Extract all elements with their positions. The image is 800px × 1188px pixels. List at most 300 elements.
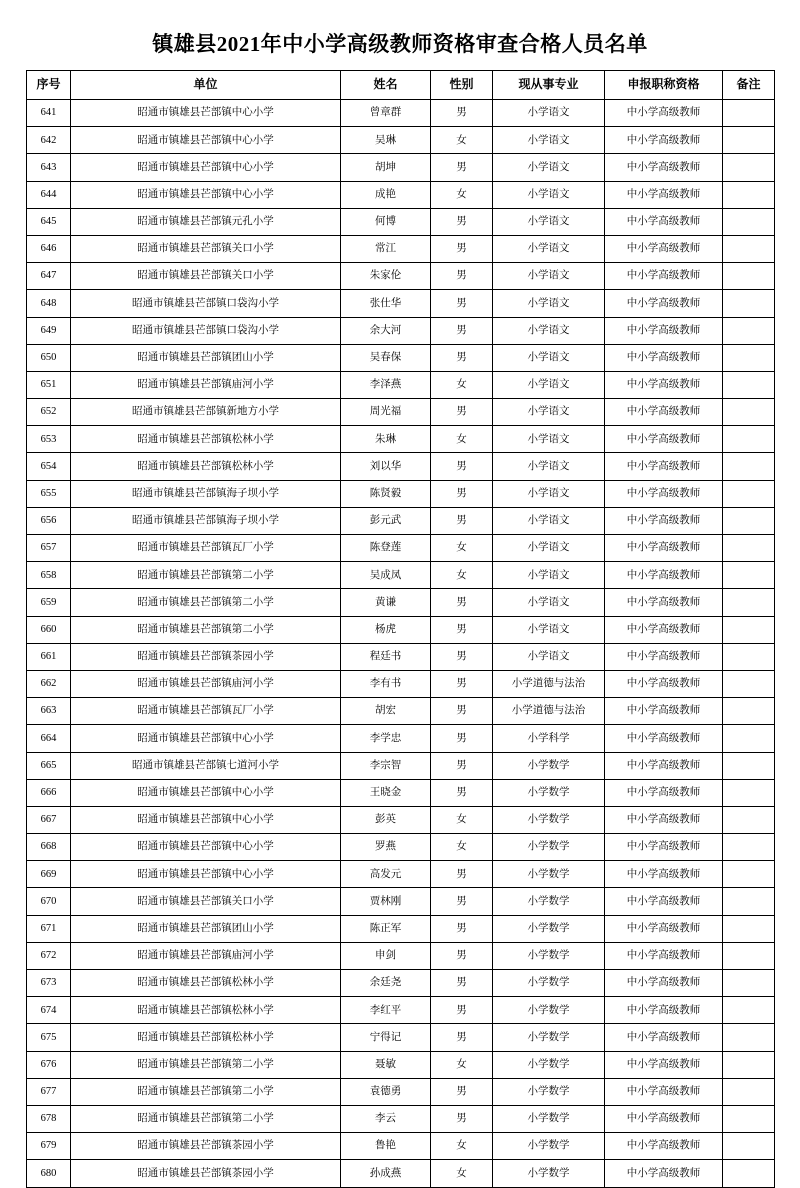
cell-title: 中小学高级教师 [605, 1133, 723, 1160]
cell-major: 小学语文 [493, 154, 605, 181]
table-row [27, 616, 775, 643]
cell-note [723, 942, 775, 969]
cell-note [723, 317, 775, 344]
cell-seq: 668 [27, 834, 71, 861]
column-header-title: 申报职称资格 [605, 71, 723, 100]
table-row [27, 181, 775, 208]
cell-note [723, 181, 775, 208]
cell-seq: 675 [27, 1024, 71, 1051]
cell-name: 陈贤毅 [341, 480, 431, 507]
table-row [27, 942, 775, 969]
cell-seq: 678 [27, 1105, 71, 1132]
cell-seq: 653 [27, 426, 71, 453]
cell-major: 小学语文 [493, 535, 605, 562]
cell-major: 小学语文 [493, 480, 605, 507]
table-row [27, 371, 775, 398]
cell-note [723, 888, 775, 915]
cell-sex: 女 [431, 834, 493, 861]
cell-unit: 昭通市镇雄县芒部镇茶园小学 [71, 1160, 341, 1187]
cell-sex: 男 [431, 888, 493, 915]
table-row [27, 1024, 775, 1051]
cell-major: 小学数学 [493, 997, 605, 1024]
cell-title: 中小学高级教师 [605, 725, 723, 752]
column-header-unit: 单位 [71, 71, 341, 100]
cell-major: 小学语文 [493, 426, 605, 453]
cell-note [723, 154, 775, 181]
cell-note [723, 235, 775, 262]
cell-sex: 男 [431, 1078, 493, 1105]
cell-title: 中小学高级教师 [605, 453, 723, 480]
cell-note [723, 698, 775, 725]
cell-name: 陈登莲 [341, 535, 431, 562]
table-row [27, 589, 775, 616]
cell-note [723, 127, 775, 154]
cell-unit: 昭通市镇雄县芒部镇松林小学 [71, 1024, 341, 1051]
cell-unit: 昭通市镇雄县芒部镇团山小学 [71, 344, 341, 371]
cell-note [723, 861, 775, 888]
cell-major: 小学语文 [493, 399, 605, 426]
cell-name: 黄谦 [341, 589, 431, 616]
cell-name: 聂敏 [341, 1051, 431, 1078]
cell-sex: 女 [431, 127, 493, 154]
cell-seq: 660 [27, 616, 71, 643]
cell-major: 小学语文 [493, 616, 605, 643]
cell-unit: 昭通市镇雄县芒部镇七道河小学 [71, 752, 341, 779]
table-row [27, 779, 775, 806]
table-row [27, 1160, 775, 1187]
cell-unit: 昭通市镇雄县芒部镇松林小学 [71, 970, 341, 997]
cell-title: 中小学高级教师 [605, 915, 723, 942]
cell-name: 吴春保 [341, 344, 431, 371]
cell-note [723, 806, 775, 833]
cell-note [723, 1051, 775, 1078]
cell-sex: 男 [431, 752, 493, 779]
cell-unit: 昭通市镇雄县芒部镇中心小学 [71, 100, 341, 127]
cell-title: 中小学高级教师 [605, 1078, 723, 1105]
cell-name: 王晓金 [341, 779, 431, 806]
cell-title: 中小学高级教师 [605, 616, 723, 643]
cell-seq: 646 [27, 235, 71, 262]
cell-title: 中小学高级教师 [605, 942, 723, 969]
cell-major: 小学语文 [493, 290, 605, 317]
cell-major: 小学语文 [493, 263, 605, 290]
cell-major: 小学语文 [493, 181, 605, 208]
cell-unit: 昭通市镇雄县芒部镇松林小学 [71, 453, 341, 480]
cell-major: 小学数学 [493, 1105, 605, 1132]
cell-note [723, 643, 775, 670]
cell-major: 小学语文 [493, 507, 605, 534]
cell-sex: 女 [431, 1133, 493, 1160]
cell-sex: 女 [431, 181, 493, 208]
cell-name: 常江 [341, 235, 431, 262]
cell-unit: 昭通市镇雄县芒部镇海子坝小学 [71, 480, 341, 507]
cell-note [723, 616, 775, 643]
cell-unit: 昭通市镇雄县芒部镇口袋沟小学 [71, 317, 341, 344]
cell-name: 曾章群 [341, 100, 431, 127]
cell-seq: 651 [27, 371, 71, 398]
cell-title: 中小学高级教师 [605, 290, 723, 317]
cell-major: 小学语文 [493, 100, 605, 127]
table-row [27, 806, 775, 833]
cell-unit: 昭通市镇雄县芒部镇关口小学 [71, 888, 341, 915]
cell-sex: 女 [431, 371, 493, 398]
cell-major: 小学语文 [493, 208, 605, 235]
cell-sex: 男 [431, 263, 493, 290]
cell-title: 中小学高级教师 [605, 670, 723, 697]
cell-seq: 672 [27, 942, 71, 969]
cell-sex: 男 [431, 344, 493, 371]
cell-unit: 昭通市镇雄县芒部镇中心小学 [71, 181, 341, 208]
cell-note [723, 779, 775, 806]
cell-seq: 673 [27, 970, 71, 997]
cell-unit: 昭通市镇雄县芒部镇第二小学 [71, 589, 341, 616]
cell-sex: 男 [431, 1024, 493, 1051]
cell-sex: 男 [431, 589, 493, 616]
cell-title: 中小学高级教师 [605, 399, 723, 426]
table-row [27, 970, 775, 997]
table-row [27, 208, 775, 235]
cell-sex: 男 [431, 997, 493, 1024]
cell-title: 中小学高级教师 [605, 970, 723, 997]
cell-note [723, 480, 775, 507]
table-row [27, 507, 775, 534]
cell-sex: 男 [431, 317, 493, 344]
cell-name: 李宗智 [341, 752, 431, 779]
cell-major: 小学数学 [493, 752, 605, 779]
cell-major: 小学数学 [493, 806, 605, 833]
table-row [27, 290, 775, 317]
cell-title: 中小学高级教师 [605, 507, 723, 534]
table-row [27, 399, 775, 426]
cell-note [723, 399, 775, 426]
cell-seq: 669 [27, 861, 71, 888]
roster-table [26, 70, 775, 1188]
table-row [27, 344, 775, 371]
cell-major: 小学语文 [493, 317, 605, 344]
cell-name: 胡坤 [341, 154, 431, 181]
cell-major: 小学数学 [493, 779, 605, 806]
cell-note [723, 453, 775, 480]
cell-seq: 649 [27, 317, 71, 344]
column-header-sex: 性别 [431, 71, 493, 100]
cell-title: 中小学高级教师 [605, 834, 723, 861]
cell-sex: 男 [431, 670, 493, 697]
cell-name: 贾林刚 [341, 888, 431, 915]
cell-note [723, 752, 775, 779]
cell-note [723, 535, 775, 562]
cell-name: 彭英 [341, 806, 431, 833]
cell-unit: 昭通市镇雄县芒部镇中心小学 [71, 779, 341, 806]
cell-sex: 男 [431, 616, 493, 643]
table-row [27, 1051, 775, 1078]
cell-title: 中小学高级教师 [605, 1024, 723, 1051]
cell-name: 朱琳 [341, 426, 431, 453]
cell-seq: 671 [27, 915, 71, 942]
cell-unit: 昭通市镇雄县芒部镇第二小学 [71, 1078, 341, 1105]
cell-name: 宁得记 [341, 1024, 431, 1051]
cell-note [723, 208, 775, 235]
cell-sex: 男 [431, 942, 493, 969]
cell-name: 杨虎 [341, 616, 431, 643]
table-row [27, 235, 775, 262]
cell-name: 程廷书 [341, 643, 431, 670]
cell-sex: 男 [431, 779, 493, 806]
cell-note [723, 344, 775, 371]
table-row [27, 1078, 775, 1105]
cell-seq: 662 [27, 670, 71, 697]
cell-major: 小学数学 [493, 915, 605, 942]
cell-name: 余大河 [341, 317, 431, 344]
table-row [27, 670, 775, 697]
cell-title: 中小学高级教师 [605, 317, 723, 344]
cell-unit: 昭通市镇雄县芒部镇中心小学 [71, 861, 341, 888]
cell-name: 罗燕 [341, 834, 431, 861]
cell-sex: 女 [431, 426, 493, 453]
cell-note [723, 725, 775, 752]
cell-major: 小学道德与法治 [493, 670, 605, 697]
cell-name: 吴琳 [341, 127, 431, 154]
cell-major: 小学数学 [493, 888, 605, 915]
table-row [27, 154, 775, 181]
cell-sex: 女 [431, 1160, 493, 1187]
cell-unit: 昭通市镇雄县芒部镇松林小学 [71, 426, 341, 453]
cell-seq: 670 [27, 888, 71, 915]
cell-name: 刘以华 [341, 453, 431, 480]
cell-note [723, 670, 775, 697]
cell-unit: 昭通市镇雄县芒部镇中心小学 [71, 834, 341, 861]
cell-title: 中小学高级教师 [605, 181, 723, 208]
cell-unit: 昭通市镇雄县芒部镇庙河小学 [71, 371, 341, 398]
table-row [27, 725, 775, 752]
cell-unit: 昭通市镇雄县芒部镇第二小学 [71, 562, 341, 589]
cell-title: 中小学高级教师 [605, 235, 723, 262]
cell-major: 小学语文 [493, 562, 605, 589]
cell-title: 中小学高级教师 [605, 997, 723, 1024]
table-row [27, 861, 775, 888]
cell-note [723, 562, 775, 589]
cell-unit: 昭通市镇雄县芒部镇中心小学 [71, 806, 341, 833]
cell-sex: 男 [431, 100, 493, 127]
cell-unit: 昭通市镇雄县芒部镇口袋沟小学 [71, 290, 341, 317]
cell-title: 中小学高级教师 [605, 127, 723, 154]
cell-unit: 昭通市镇雄县芒部镇瓦厂小学 [71, 698, 341, 725]
table-row [27, 453, 775, 480]
cell-title: 中小学高级教师 [605, 779, 723, 806]
cell-sex: 男 [431, 725, 493, 752]
cell-major: 小学数学 [493, 970, 605, 997]
cell-title: 中小学高级教师 [605, 1051, 723, 1078]
cell-name: 李有书 [341, 670, 431, 697]
table-header-row [27, 71, 775, 100]
cell-seq: 647 [27, 263, 71, 290]
cell-sex: 男 [431, 698, 493, 725]
cell-unit: 昭通市镇雄县芒部镇瓦厂小学 [71, 535, 341, 562]
cell-major: 小学数学 [493, 861, 605, 888]
table-row [27, 100, 775, 127]
cell-unit: 昭通市镇雄县芒部镇第二小学 [71, 1051, 341, 1078]
cell-note [723, 1105, 775, 1132]
cell-unit: 昭通市镇雄县芒部镇庙河小学 [71, 670, 341, 697]
cell-title: 中小学高级教师 [605, 371, 723, 398]
cell-seq: 664 [27, 725, 71, 752]
cell-sex: 男 [431, 208, 493, 235]
cell-name: 鲁艳 [341, 1133, 431, 1160]
cell-title: 中小学高级教师 [605, 344, 723, 371]
cell-sex: 男 [431, 1105, 493, 1132]
cell-title: 中小学高级教师 [605, 562, 723, 589]
cell-unit: 昭通市镇雄县芒部镇中心小学 [71, 725, 341, 752]
cell-major: 小学数学 [493, 942, 605, 969]
cell-seq: 658 [27, 562, 71, 589]
cell-unit: 昭通市镇雄县芒部镇庙河小学 [71, 942, 341, 969]
cell-seq: 650 [27, 344, 71, 371]
cell-note [723, 371, 775, 398]
table-body [27, 100, 775, 1188]
cell-title: 中小学高级教师 [605, 589, 723, 616]
cell-unit: 昭通市镇雄县芒部镇新地方小学 [71, 399, 341, 426]
cell-name: 张仕华 [341, 290, 431, 317]
cell-sex: 男 [431, 643, 493, 670]
cell-title: 中小学高级教师 [605, 100, 723, 127]
cell-name: 吴成凤 [341, 562, 431, 589]
cell-major: 小学数学 [493, 1024, 605, 1051]
cell-major: 小学数学 [493, 1160, 605, 1187]
cell-unit: 昭通市镇雄县芒部镇中心小学 [71, 127, 341, 154]
cell-title: 中小学高级教师 [605, 1105, 723, 1132]
cell-title: 中小学高级教师 [605, 263, 723, 290]
cell-note [723, 1160, 775, 1187]
cell-seq: 656 [27, 507, 71, 534]
cell-sex: 男 [431, 970, 493, 997]
cell-name: 朱家伦 [341, 263, 431, 290]
cell-name: 李云 [341, 1105, 431, 1132]
column-header-name: 姓名 [341, 71, 431, 100]
cell-major: 小学语文 [493, 344, 605, 371]
cell-title: 中小学高级教师 [605, 698, 723, 725]
cell-title: 中小学高级教师 [605, 861, 723, 888]
cell-seq: 667 [27, 806, 71, 833]
cell-seq: 666 [27, 779, 71, 806]
cell-seq: 677 [27, 1078, 71, 1105]
cell-sex: 男 [431, 235, 493, 262]
cell-sex: 女 [431, 562, 493, 589]
cell-unit: 昭通市镇雄县芒部镇关口小学 [71, 235, 341, 262]
cell-note [723, 1133, 775, 1160]
cell-major: 小学道德与法治 [493, 698, 605, 725]
cell-sex: 女 [431, 806, 493, 833]
cell-sex: 男 [431, 399, 493, 426]
cell-name: 陈正军 [341, 915, 431, 942]
table-row [27, 317, 775, 344]
table-row [27, 1133, 775, 1160]
cell-name: 李泽燕 [341, 371, 431, 398]
table-row [27, 1105, 775, 1132]
cell-seq: 676 [27, 1051, 71, 1078]
cell-title: 中小学高级教师 [605, 752, 723, 779]
cell-major: 小学语文 [493, 643, 605, 670]
cell-seq: 680 [27, 1160, 71, 1187]
cell-sex: 女 [431, 535, 493, 562]
cell-seq: 644 [27, 181, 71, 208]
cell-major: 小学语文 [493, 371, 605, 398]
cell-unit: 昭通市镇雄县芒部镇海子坝小学 [71, 507, 341, 534]
cell-name: 李红平 [341, 997, 431, 1024]
cell-sex: 男 [431, 915, 493, 942]
cell-title: 中小学高级教师 [605, 1160, 723, 1187]
cell-name: 袁德勇 [341, 1078, 431, 1105]
cell-unit: 昭通市镇雄县芒部镇第二小学 [71, 1105, 341, 1132]
cell-major: 小学数学 [493, 1051, 605, 1078]
cell-name: 成艳 [341, 181, 431, 208]
cell-note [723, 1078, 775, 1105]
cell-sex: 男 [431, 507, 493, 534]
cell-seq: 648 [27, 290, 71, 317]
cell-seq: 643 [27, 154, 71, 181]
cell-title: 中小学高级教师 [605, 480, 723, 507]
cell-note [723, 100, 775, 127]
cell-unit: 昭通市镇雄县芒部镇团山小学 [71, 915, 341, 942]
cell-note [723, 915, 775, 942]
page-title: 镇雄县2021年中小学高级教师资格审查合格人员名单 [152, 32, 648, 56]
cell-seq: 645 [27, 208, 71, 235]
cell-major: 小学语文 [493, 453, 605, 480]
cell-major: 小学数学 [493, 1133, 605, 1160]
cell-sex: 男 [431, 453, 493, 480]
cell-note [723, 507, 775, 534]
table-header [27, 71, 775, 100]
cell-major: 小学数学 [493, 1078, 605, 1105]
cell-name: 孙成燕 [341, 1160, 431, 1187]
cell-seq: 655 [27, 480, 71, 507]
cell-major: 小学语文 [493, 589, 605, 616]
cell-name: 何博 [341, 208, 431, 235]
cell-unit: 昭通市镇雄县芒部镇中心小学 [71, 154, 341, 181]
cell-note [723, 997, 775, 1024]
cell-seq: 679 [27, 1133, 71, 1160]
table-row [27, 562, 775, 589]
cell-seq: 665 [27, 752, 71, 779]
cell-unit: 昭通市镇雄县芒部镇茶园小学 [71, 1133, 341, 1160]
cell-note [723, 263, 775, 290]
table-row [27, 888, 775, 915]
cell-unit: 昭通市镇雄县芒部镇松林小学 [71, 997, 341, 1024]
cell-seq: 661 [27, 643, 71, 670]
table-row [27, 263, 775, 290]
cell-title: 中小学高级教师 [605, 806, 723, 833]
table-row [27, 535, 775, 562]
cell-name: 周光福 [341, 399, 431, 426]
cell-seq: 652 [27, 399, 71, 426]
cell-name: 申剑 [341, 942, 431, 969]
cell-name: 余廷尧 [341, 970, 431, 997]
cell-sex: 女 [431, 1051, 493, 1078]
cell-title: 中小学高级教师 [605, 208, 723, 235]
cell-title: 中小学高级教师 [605, 154, 723, 181]
cell-name: 高发元 [341, 861, 431, 888]
cell-sex: 男 [431, 480, 493, 507]
table-row [27, 834, 775, 861]
cell-note [723, 426, 775, 453]
cell-title: 中小学高级教师 [605, 535, 723, 562]
cell-note [723, 834, 775, 861]
cell-major: 小学语文 [493, 127, 605, 154]
cell-unit: 昭通市镇雄县芒部镇茶园小学 [71, 643, 341, 670]
cell-major: 小学语文 [493, 235, 605, 262]
cell-title: 中小学高级教师 [605, 426, 723, 453]
cell-note [723, 1024, 775, 1051]
column-header-major: 现从事专业 [493, 71, 605, 100]
cell-sex: 男 [431, 290, 493, 317]
